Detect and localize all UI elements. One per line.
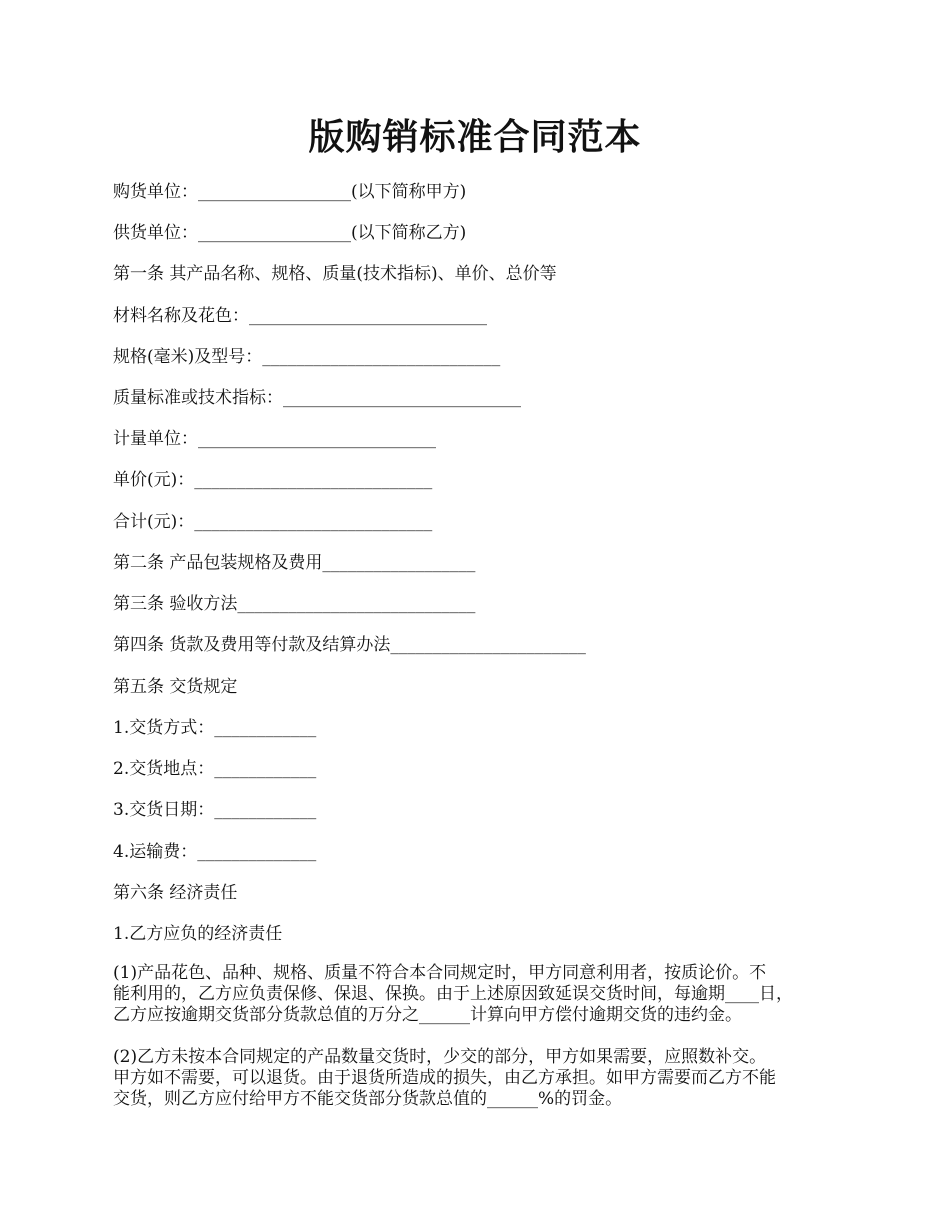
total-line: 合计(元)：____________________________ — [113, 512, 433, 532]
paragraph-line: 甲方如不需要，可以退货。由于退货所造成的损失，由乙方承担。如甲方需要而乙方不能 — [113, 1068, 776, 1088]
paragraph-line: (2)乙方未按本合同规定的产品数量交货时，少交的部分，甲方如果需要，应照数补交。 — [113, 1047, 767, 1067]
delivery-date-line: 3.交货日期：____________ — [113, 800, 317, 820]
article-2-heading: 第二条 产品包装规格及费用__________________ — [113, 553, 476, 573]
paragraph-line: 乙方应按逾期交货部分货款总值的万分之______计算向甲方偿付逾期交货的违约金。 — [113, 1005, 742, 1025]
article-3-heading: 第三条 验收方法____________________________ — [113, 594, 476, 614]
unit-line: 计量单位：____________________________ — [113, 429, 436, 449]
liability-paragraph-1 — [113, 963, 853, 1026]
supplier-liability-heading: 1.乙方应负的经济责任 — [113, 924, 283, 944]
quality-standard-line: 质量标准或技术指标：____________________________ — [113, 388, 521, 408]
liability-paragraph-2 — [113, 1047, 853, 1110]
article-5-heading: 第五条 交货规定 — [113, 677, 238, 697]
material-name-line: 材料名称及花色：____________________________ — [113, 306, 487, 326]
article-4-heading: 第四条 货款及费用等付款及结算办法_______________________ — [113, 635, 586, 655]
delivery-place-line: 2.交货地点：____________ — [113, 759, 317, 779]
unit-price-line: 单价(元)：____________________________ — [113, 470, 433, 490]
paragraph-line: (1)产品花色、品种、规格、质量不符合本合同规定时，甲方同意利用者，按质论价。不 — [113, 963, 767, 983]
document-title: 版购销标准合同范本 — [308, 116, 642, 158]
buyer-line: 购货单位：__________________(以下简称甲方) — [113, 182, 467, 202]
spec-model-line: 规格(毫米)及型号：____________________________ — [113, 347, 501, 367]
paragraph-line: 交货，则乙方应付给甲方不能交货部分货款总值的______%的罚金。 — [113, 1089, 623, 1109]
article-6-heading: 第六条 经济责任 — [113, 883, 238, 903]
paragraph-line: 能利用的，乙方应负责保修、保退、保换。由于上述原因致延误交货时间，每逾期____日， — [113, 984, 793, 1004]
article-1-heading: 第一条 其产品名称、规格、质量(技术指标)、单价、总价等 — [113, 264, 557, 284]
delivery-method-line: 1.交货方式：____________ — [113, 718, 317, 738]
supplier-line: 供货单位：__________________(以下简称乙方) — [113, 223, 467, 243]
freight-line: 4.运输费：______________ — [113, 842, 317, 862]
